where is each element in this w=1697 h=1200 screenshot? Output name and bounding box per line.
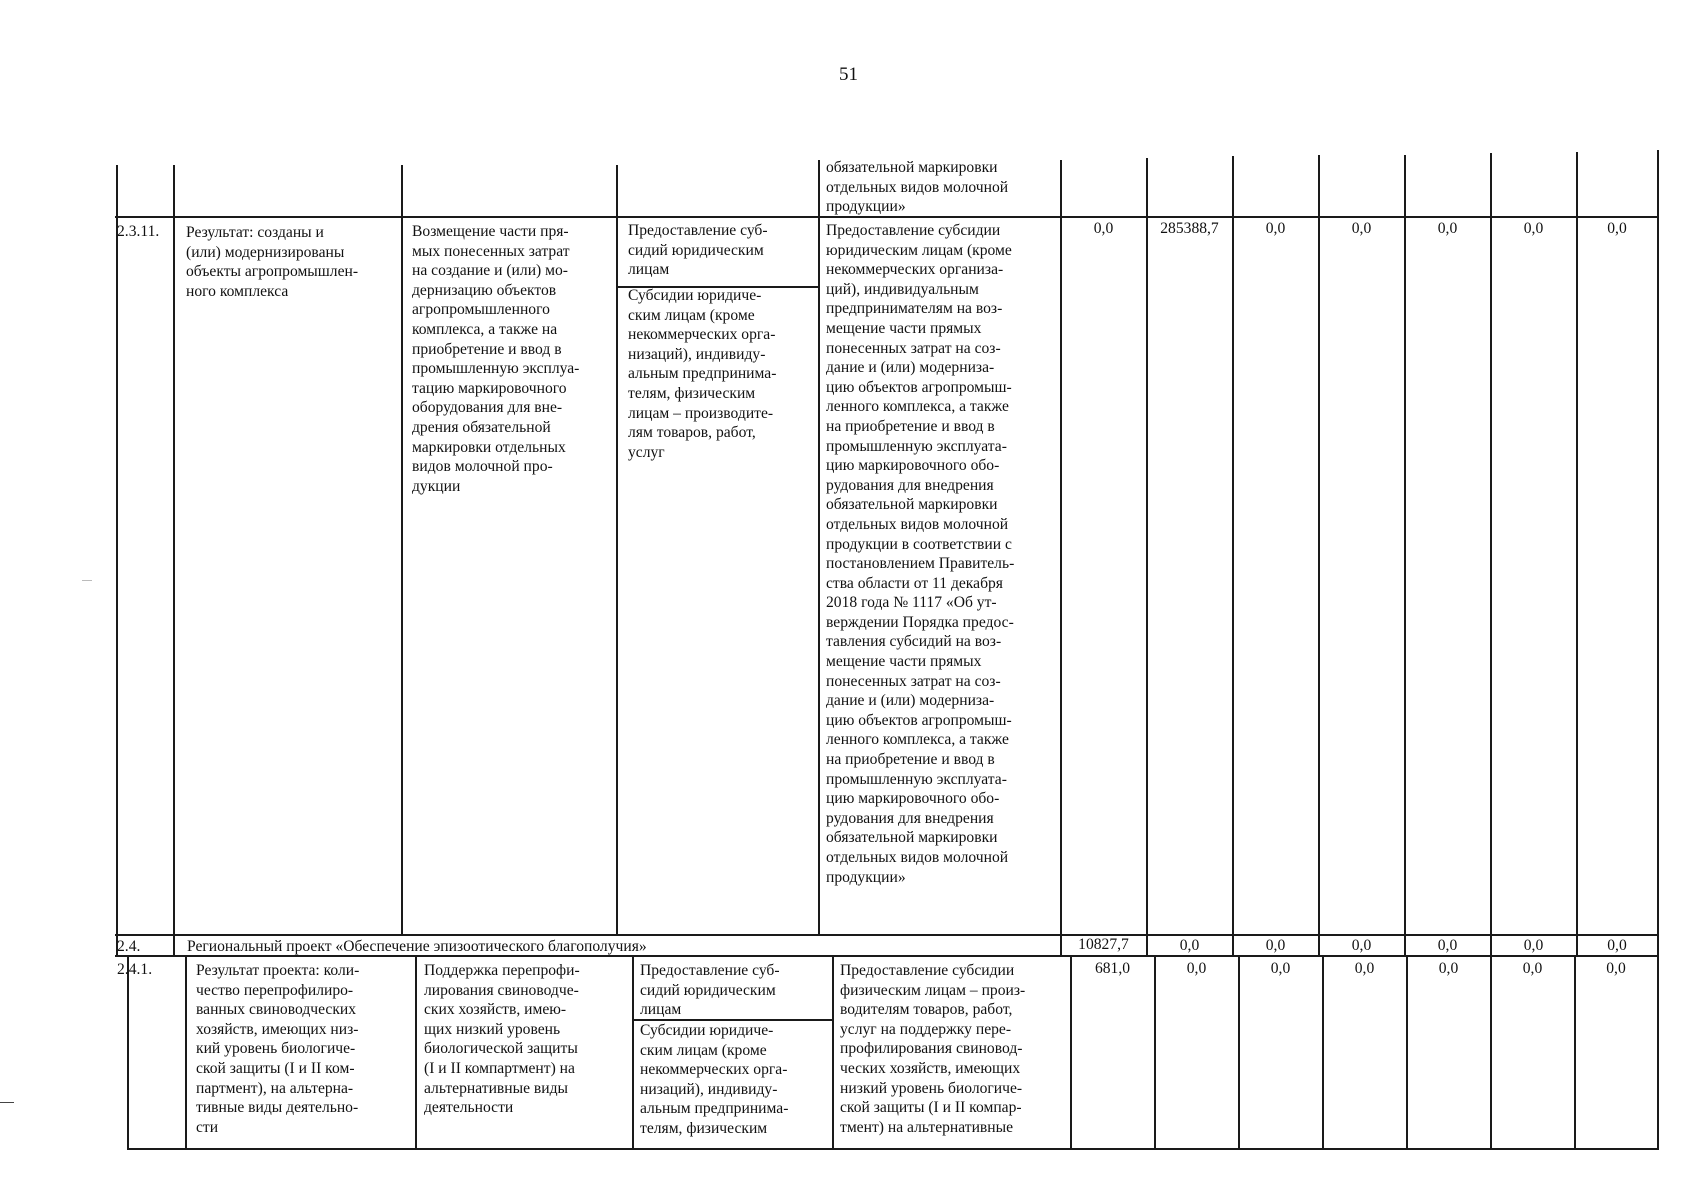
- row-code: 2.4.1.: [117, 961, 153, 978]
- value-cell: 0,0: [1523, 220, 1544, 237]
- description-text: Предоставление субсидии физическим лицам – произ- водителям товаров, работ, услуг на поддержку пере- профилирования свиновод- ческих хозяйств, имеющих низкий уровень биологиче- ской защиты (I и II компар- тмент) на альтернативные: [840, 962, 1026, 1136]
- col-line: [415, 955, 417, 1149]
- value-cell: 681,0: [1094, 960, 1131, 977]
- subsidy-type-top: Предоставление суб- сидий юридическим лицам: [628, 222, 768, 279]
- col-line: [1657, 934, 1659, 956]
- value-cell: 0,0: [1437, 937, 1458, 954]
- table-bottom-border: [127, 1148, 1659, 1150]
- value-cell: 0,0: [1522, 960, 1543, 977]
- value-cell: 0,0: [1270, 960, 1291, 977]
- col-line: [616, 165, 618, 935]
- scan-mark: [0, 1102, 14, 1103]
- col-line: [632, 955, 634, 1149]
- col-line: [173, 934, 175, 956]
- col-line: [401, 165, 403, 935]
- row-code: 2.3.11.: [117, 223, 160, 240]
- col-line: [185, 955, 187, 1149]
- value-cell: 0,0: [1179, 937, 1200, 954]
- col-line: [1238, 955, 1240, 1149]
- col-line: [116, 165, 118, 935]
- value-cell: 0,0: [1265, 937, 1286, 954]
- col-line: [1318, 155, 1320, 935]
- value-cell: 0,0: [1437, 220, 1458, 237]
- measure-text: Поддержка перепрофи- лирования свиноводче- ских хозяйств, имею- щих низкий уровень биологической защиты (I и II компартмент) на альтернативные виды деятельности: [424, 962, 580, 1117]
- value-cell: 0,0: [1523, 937, 1544, 954]
- value-cell: 0,0: [1093, 220, 1114, 237]
- col-line: [1154, 955, 1156, 1149]
- col-line: [127, 955, 129, 1149]
- value-cell: 10827,7: [1078, 936, 1129, 953]
- col-line: [1406, 955, 1408, 1149]
- col-line: [818, 160, 820, 935]
- subsidy-type-bottom: Субсидии юридиче- ским лицам (кроме некоммерческих орга- низаций), индивиду- альным предпринима- телям, физическим лицам – производите- лям товаров, работ, услуг: [628, 287, 777, 461]
- value-cell: 0,0: [1265, 220, 1286, 237]
- value-cell: 0,0: [1438, 960, 1459, 977]
- regional-project-title: Региональный проект «Обеспечение эпизоотического благополучия»: [187, 938, 647, 955]
- value-cell: 0,0: [1606, 960, 1626, 977]
- value-cell: 0,0: [1607, 220, 1627, 237]
- col-line: [1060, 160, 1062, 935]
- result-text: Результат: созданы и (или) модернизированы объекты агропромышлен- ного комплекса: [186, 224, 359, 300]
- value-cell: 0,0: [1186, 960, 1207, 977]
- col-line: [1574, 955, 1576, 1149]
- col-line: [1576, 152, 1578, 935]
- value-cell: 0,0: [1607, 937, 1627, 954]
- col-line: [1657, 955, 1659, 1149]
- col-line: [1070, 955, 1072, 1149]
- continuation-text: обязательной маркировки отдельных видов молочной продукции»: [826, 159, 1009, 216]
- col-line: [832, 955, 834, 1149]
- measure-text: Возмещение части пря- мых понесенных затрат на создание и (или) мо- дернизацию объектов агропромышленного комплекса, а также на приобретение и ввод в промышленную эксплуа- тацию маркировочного оборудования для вне- дрения обязательной маркировки отдельных видов молочной про- дукции: [412, 223, 580, 495]
- page-number: 51: [839, 64, 858, 85]
- subsidy-type-top: Предоставление суб- сидий юридическим лицам: [640, 962, 780, 1019]
- col-line: [1322, 955, 1324, 1149]
- col-line: [1146, 158, 1148, 935]
- value-cell: 0,0: [1354, 960, 1375, 977]
- row-code: 2.4.: [117, 938, 141, 955]
- subsidy-type-bottom: Субсидии юридиче- ским лицам (кроме некоммерческих орга- низаций), индивиду- альным предпринима- телям, физическим: [640, 1022, 789, 1137]
- col-line: [1657, 150, 1659, 935]
- col-line: [173, 165, 175, 935]
- col-line: [1490, 955, 1492, 1149]
- result-text: Результат проекта: коли- чество перепрофилиро- ванных свиноводческих хозяйств, имеющих низ- кий уровень биологиче- ской защиты (I и II ком- партмент), на альтерна- тивные виды деятельно- сти: [196, 962, 360, 1136]
- description-text: Предоставление субсидии юридическим лицам (кроме некоммерческих организа- ций), индивидуальным предпринимателям на воз- мещение части прямых понесенных затрат на соз- дание и (или) модерниза- цию объектов агропромыш- ленного комплекса, а также на приобретение и ввод в промышленную эксплуата- цию маркировочного обо- рудования для внедрения обязательной маркировки отдельных видов молочной продукции в соответствии с постановлением Правитель- ства области от 11 декабря 2018 года № 1117 «Об ут- верждении Порядка предос- тавления субсидий на воз- мещение части прямых понесенных затрат на соз- дание и (или) модерниза- цию объектов агропромыш- ленного комплекса, а также на приобретение и ввод в промышленную эксплуата- цию маркировочного обо- рудования для внедрения обязательной маркировки отдельных видов молочной продукции»: [826, 222, 1015, 886]
- col-line: [1404, 155, 1406, 935]
- scan-mark: [82, 580, 92, 581]
- value-cell: 285388,7: [1160, 220, 1219, 237]
- col-line: [1232, 156, 1234, 935]
- col-line: [1490, 153, 1492, 935]
- value-cell: 0,0: [1351, 220, 1372, 237]
- value-cell: 0,0: [1351, 937, 1372, 954]
